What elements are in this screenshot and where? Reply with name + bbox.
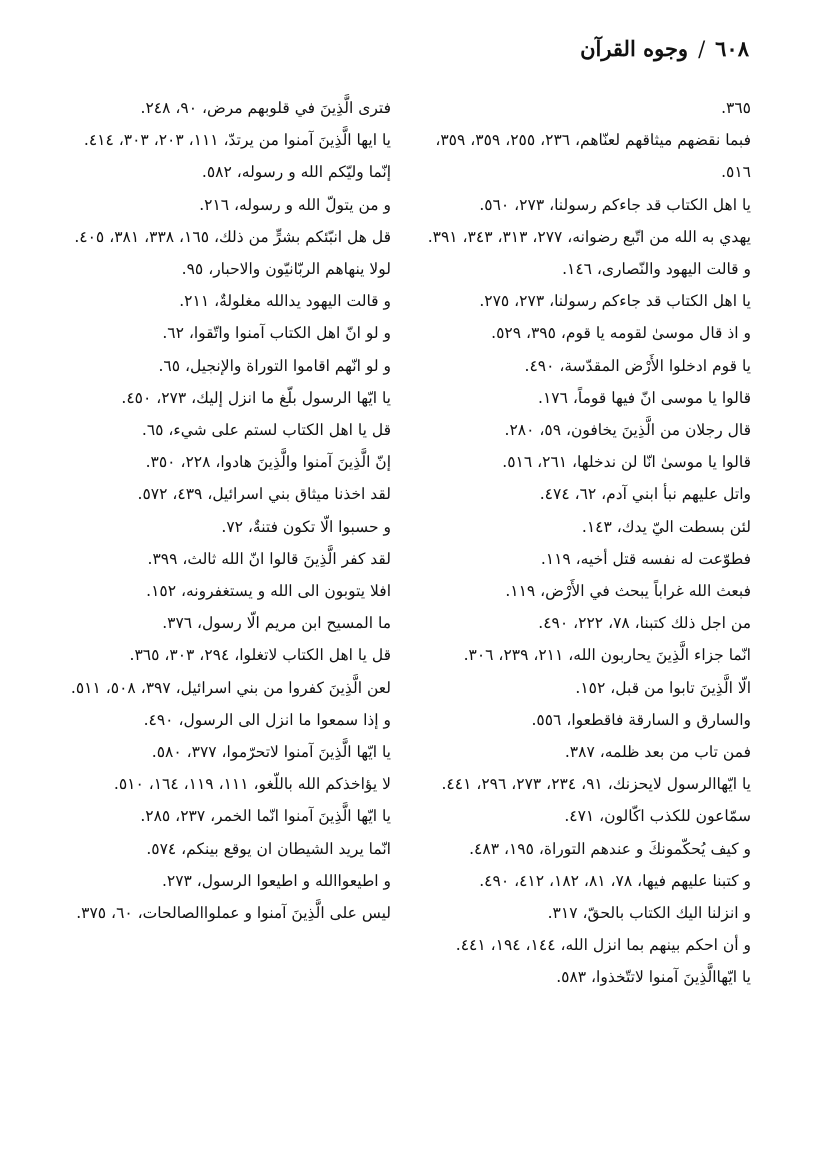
index-entry: قالوا يا موسىٰ انّا لن ندخلها، ٢٦١، ٥١٦.	[502, 453, 751, 472]
index-entry: يا اهل الكتاب قد جاءكم رسولنا، ٢٧٣، ٥٦٠.	[479, 195, 751, 214]
index-entry: و كيف يُحكّمونكَ و عندهم التوراة، ١٩٥، ٤٨٣.	[469, 839, 751, 858]
index-entry: إنّما وليّكم الله و رسوله، ٥٨٢.	[201, 163, 391, 182]
index-entry: ما المسيح ابن مريم الّا رسول، ٣٧٦.	[162, 614, 391, 633]
index-entry: قال رجلان من الَّذِينَ يخافون، ٥٩، ٢٨٠.	[504, 421, 751, 440]
header-separator: /	[698, 37, 706, 61]
index-entry: إنّ الَّذِينَ آمنوا والَّذِينَ هادوا، ٢٢٨، ٣٥٠.	[145, 453, 391, 472]
index-entry: و اطيعواالله و اطيعوا الرسول، ٢٧٣.	[161, 871, 391, 890]
index-entry: و كتبنا عليهم فيها، ٧٨، ٨١، ١٨٢، ٤١٢، ٤٩٠.	[479, 871, 751, 890]
index-entry: يا ايّها الَّذِينَ آمنوا لاتحرّموا، ٣٧٧، ٥٨٠.	[151, 743, 391, 762]
index-entry: لقد كفر الَّذِينَ قالوا انّ الله ثالث، ٣٩٩.	[147, 549, 391, 568]
index-entry: يا ايّها الرسول بلّغ ما انزل إليك، ٢٧٣، ٤٥٠.	[121, 388, 391, 407]
page-header	[580, 36, 749, 61]
index-entry: ليس على الَّذِينَ آمنوا و عملواالصالحات، ٦٠، ٣٧٥.	[76, 904, 391, 923]
index-entry: انّما جزاء الَّذِينَ يحاربون الله، ٢١١، ٢٣٩، ٣٠٦.	[463, 646, 751, 665]
index-entry: من اجل ذلك كتبنا، ٧٨، ٢٢٢، ٤٩٠.	[538, 614, 751, 633]
index-entry: و لو انّ اهل الكتاب آمنوا واتّقوا، ٦٢.	[162, 324, 391, 343]
index-entry: و حسبوا الّا تكون فتنةٌ، ٧٢.	[221, 517, 391, 536]
index-column-left	[41, 92, 391, 929]
index-entry: و قالت اليهود يدالله مغلولةٌ، ٢١١.	[179, 292, 391, 311]
index-entry: و أن احكم بينهم بما انزل الله، ١٤٤، ١٩٤، ٤٤١.	[455, 936, 751, 955]
index-entry: يا ايّهاالرسول لايحزنك، ٩١، ٢٣٤، ٢٧٣، ٢٩٦، ٤٤١.	[441, 775, 751, 794]
index-entry: افلا يتوبون الى الله و يستغفرونه، ١٥٢.	[146, 582, 391, 601]
index-entry: قل هل انبّئكم بشرٍّ من ذلك، ١٦٥، ٣٣٨، ٣٨١، ٤٠٥.	[74, 227, 391, 246]
index-entry: والسارق و السارقة فاقطعوا، ٥٥٦.	[531, 710, 751, 729]
index-entry: فطوّعت له نفسه قتل أخيه، ١١٩.	[540, 549, 751, 568]
index-entry: فمن تاب من بعد ظلمه، ٣٨٧.	[564, 743, 751, 762]
index-entry: يا ايها الَّذِينَ آمنوا من يرتدّ، ١١١، ٢٠٣، ٣٠٣، ٤١٤.	[83, 131, 391, 150]
index-entry: لا يؤاخذكم الله باللّغو، ١١١، ١١٩، ١٦٤، ٥١٠.	[113, 775, 391, 794]
index-entry: و قالت اليهود والنّصارى، ١٤٦.	[562, 260, 751, 279]
index-entry: الّا الَّذِينَ تابوا من قبل، ١٥٢.	[575, 678, 751, 697]
index-column-right	[401, 92, 751, 994]
index-entry: و إذا سمعوا ما انزل الى الرسول، ٤٩٠.	[143, 710, 391, 729]
index-entry: انّما يريد الشيطان ان يوقع بينكم، ٥٧٤.	[146, 839, 391, 858]
index-entry: لئن بسطت اليّ يدك، ١٤٣.	[581, 517, 751, 536]
index-entry: يا ايّهاالَّذِينَ آمنوا لاتتّخذوا، ٥٨٣.	[556, 968, 751, 987]
index-entry: و انزلنا اليك الكتاب بالحقّ، ٣١٧.	[547, 904, 751, 923]
book-title: وجوه القرآن	[580, 36, 689, 61]
index-entry: ٣٦٥.	[721, 99, 751, 117]
index-entry: يا ايّها الَّذِينَ آمنوا انّما الخمر، ٢٣٧، ٢٨٥.	[140, 807, 391, 826]
index-entry: قل يا اهل الكتاب لستم على شيء، ٦٥.	[141, 421, 391, 440]
index-entry: و من يتولّ الله و رسوله، ٢١٦.	[199, 195, 391, 214]
index-entry: و لو انّهم اقاموا التوراة والإنجيل، ٦٥.	[158, 356, 391, 375]
index-entry: لولا ينهاهم الربّانيّون والاحبار، ٩٥.	[181, 260, 391, 279]
index-entry: لقد اخذنا ميثاق بني اسرائيل، ٤٣٩، ٥٧٢.	[137, 485, 391, 504]
index-entry: واتل عليهم نبأ ابني آدم، ٦٢، ٤٧٤.	[539, 485, 751, 504]
index-entry: سمّاعون للكذب اكّالون، ٤٧١.	[564, 807, 751, 826]
index-entry: قل يا اهل الكتاب لاتغلوا، ٢٩٤، ٣٠٣، ٣٦٥.	[129, 646, 391, 665]
index-entry: فبما نقضهم ميثاقهم لعنّاهم، ٢٣٦، ٢٥٥، ٣٥٩، ٣٥٩، ٥١٦.	[435, 131, 751, 182]
index-entry: يهدي به الله من اتّبع رضوانه، ٢٧٧، ٣١٣، ٣٤٣، ٣٩١.	[427, 227, 751, 246]
index-entry: فترى الَّذِينَ في قلوبهم مرض، ٩٠، ٢٤٨.	[140, 99, 391, 117]
index-entry: لعن الَّذِينَ كفروا من بني اسرائيل، ٣٩٧، ٥٠٨، ٥١١.	[70, 678, 391, 697]
index-entry: يا اهل الكتاب قد جاءكم رسولنا، ٢٧٣، ٢٧٥.	[479, 292, 751, 311]
index-entry: قالوا يا موسى انّ فيها قوماً، ١٧٦.	[538, 388, 751, 407]
index-entry: يا قوم ادخلوا الأَرْض المقدّسة، ٤٩٠.	[524, 356, 751, 375]
index-entry: و اذ قال موسىٰ لقومه يا قوم، ٣٩٥، ٥٢٩.	[491, 324, 751, 343]
index-entry: فبعث الله غراباً يبحث في الأَرْض، ١١٩.	[505, 582, 751, 601]
page-number: ٦٠٨	[715, 36, 749, 61]
